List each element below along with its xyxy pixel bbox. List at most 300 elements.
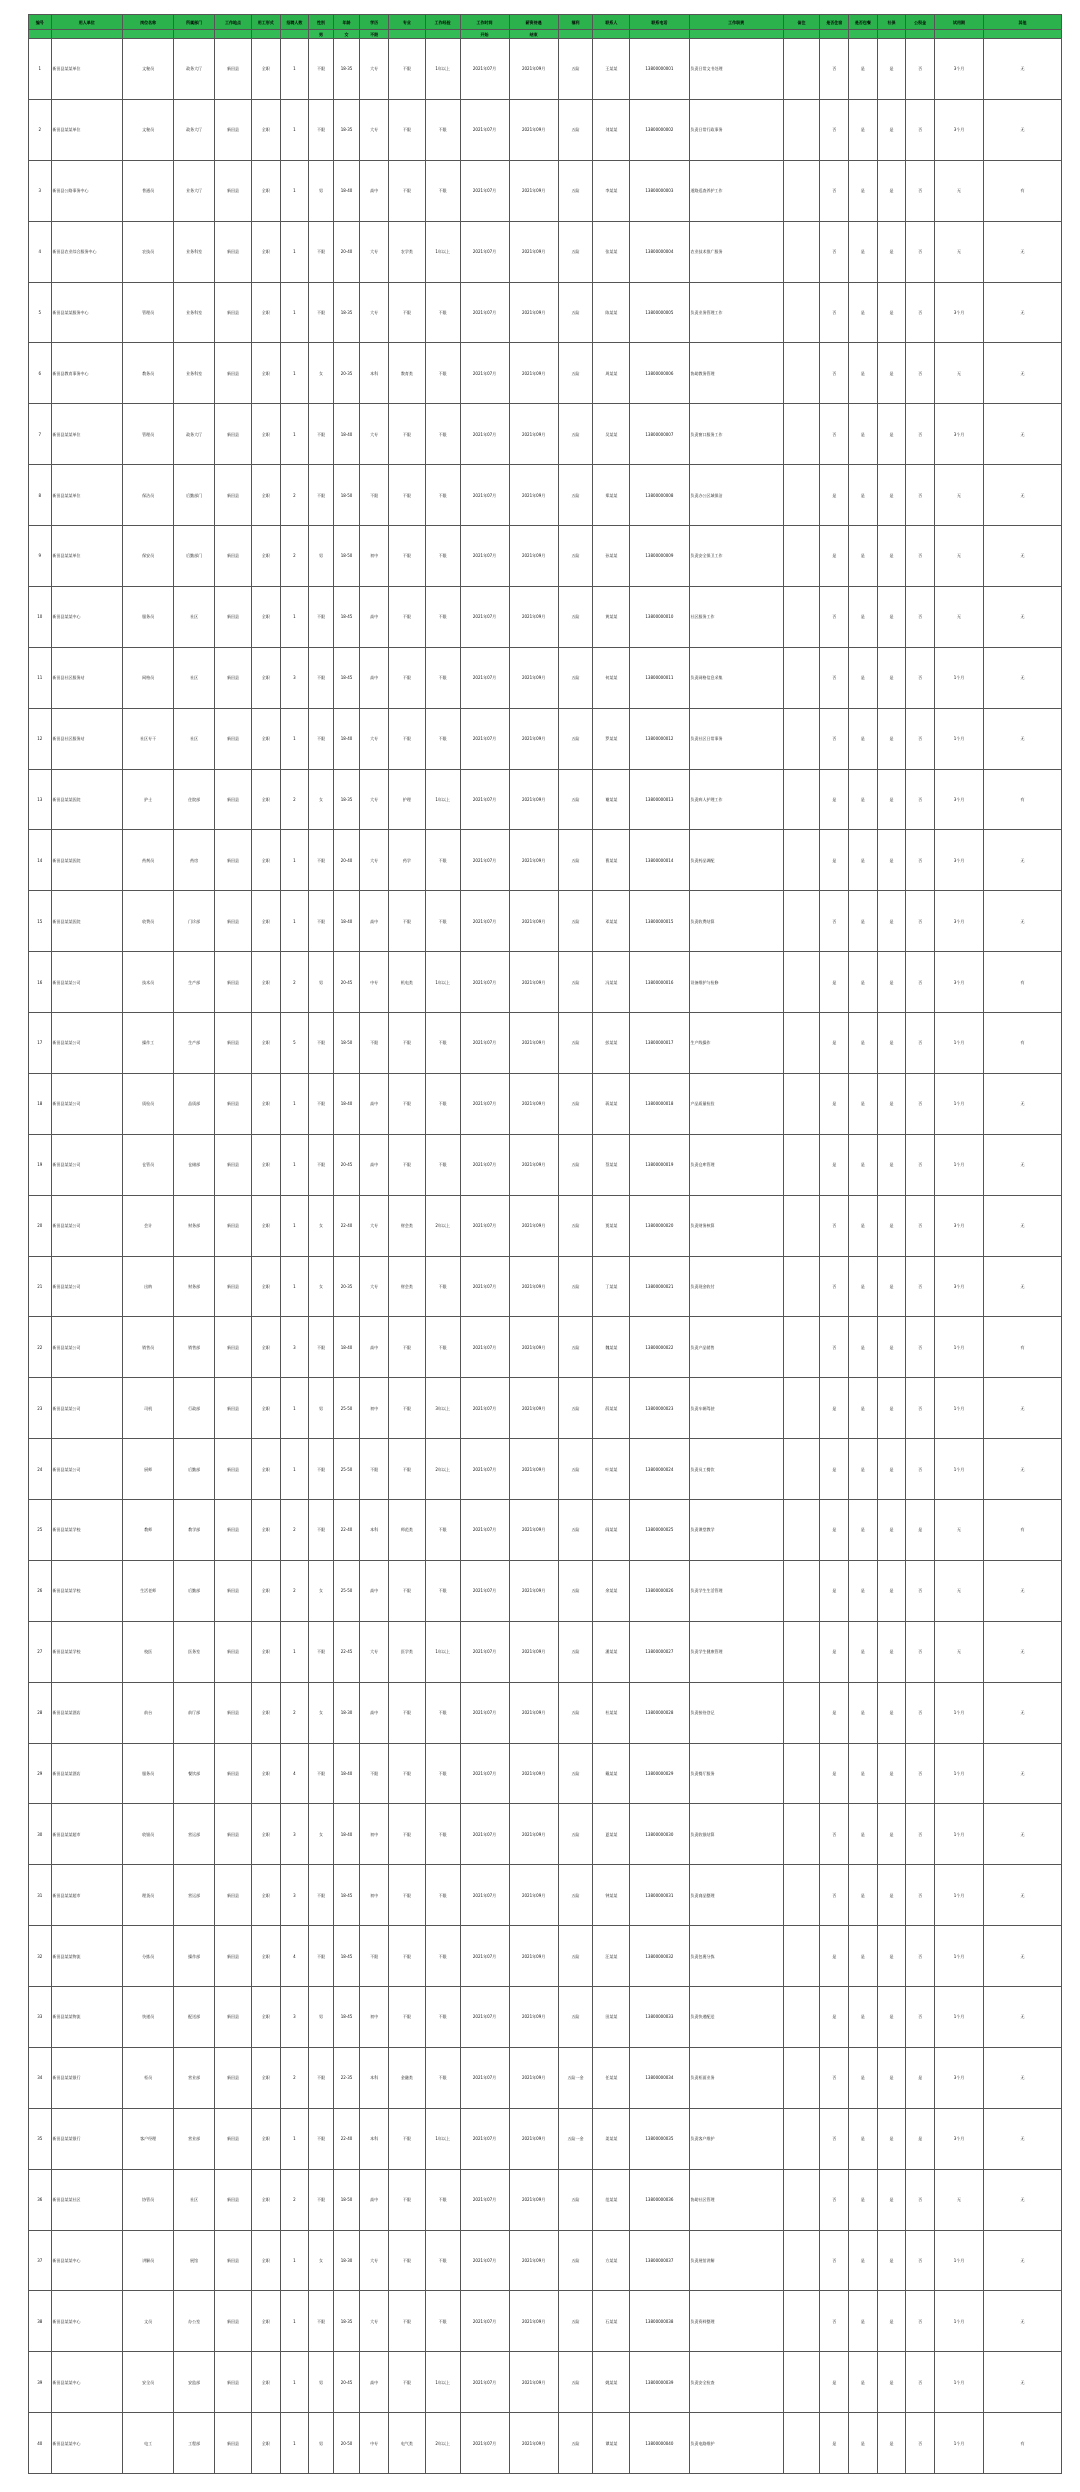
- table-cell[interactable]: 护士: [123, 769, 174, 830]
- table-cell[interactable]: 13800000031: [630, 1865, 689, 1926]
- table-cell[interactable]: 技术员: [123, 952, 174, 1013]
- table-cell[interactable]: 不限: [388, 1987, 425, 2048]
- table-cell[interactable]: 是: [906, 1500, 935, 1561]
- table-cell[interactable]: 新田县教育事务中心: [51, 343, 123, 404]
- table-cell[interactable]: 新田县: [215, 1013, 252, 1074]
- table-cell[interactable]: 是: [877, 769, 906, 830]
- table-cell[interactable]: 是: [877, 1987, 906, 2048]
- table-cell[interactable]: 1年以上: [425, 2108, 460, 2169]
- table-cell[interactable]: 否: [906, 465, 935, 526]
- table-cell[interactable]: 新田县: [215, 1073, 252, 1134]
- table-cell[interactable]: 35: [29, 2108, 52, 2169]
- table-cell[interactable]: 2021年07月: [460, 1195, 509, 1256]
- table-cell[interactable]: 不限: [388, 1013, 425, 1074]
- table-cell[interactable]: 新田县: [215, 1621, 252, 1682]
- table-cell[interactable]: 20: [29, 1195, 52, 1256]
- table-cell[interactable]: 13800000015: [630, 891, 689, 952]
- table-row[interactable]: [29, 1743, 1062, 1804]
- table-cell[interactable]: 新田县: [215, 99, 252, 160]
- table-cell[interactable]: 五险: [558, 708, 593, 769]
- table-cell[interactable]: 31: [29, 1865, 52, 1926]
- table-cell[interactable]: 40: [29, 2413, 52, 2474]
- table-cell[interactable]: 文员: [123, 2291, 174, 2352]
- table-cell[interactable]: 负责产品销售: [689, 1317, 783, 1378]
- table-cell[interactable]: 否: [906, 1682, 935, 1743]
- table-cell[interactable]: 3个月: [934, 282, 983, 343]
- table-cell[interactable]: 是: [849, 1743, 878, 1804]
- table-cell[interactable]: 无: [984, 99, 1062, 160]
- table-cell[interactable]: 机电类: [388, 952, 425, 1013]
- table-cell[interactable]: 收费员: [123, 891, 174, 952]
- table-cell[interactable]: 全职: [251, 1865, 280, 1926]
- table-cell[interactable]: 新田县某某学校: [51, 1500, 123, 1561]
- table-cell[interactable]: 本科: [360, 1500, 389, 1561]
- table-cell[interactable]: 大专: [360, 221, 389, 282]
- table-cell[interactable]: 曹某某: [593, 830, 630, 891]
- table-cell[interactable]: 新田县某某中心: [51, 2230, 123, 2291]
- table-cell[interactable]: [783, 830, 820, 891]
- table-cell[interactable]: 不限: [360, 465, 389, 526]
- table-row[interactable]: [29, 2047, 1062, 2108]
- table-cell[interactable]: 16: [29, 952, 52, 1013]
- table-cell[interactable]: 1个月: [934, 1317, 983, 1378]
- table-cell[interactable]: 收银员: [123, 1804, 174, 1865]
- table-cell[interactable]: 无: [984, 2047, 1062, 2108]
- table-cell[interactable]: 是: [849, 1682, 878, 1743]
- table-cell[interactable]: 13800000023: [630, 1378, 689, 1439]
- table-cell[interactable]: 无: [984, 1743, 1062, 1804]
- table-cell[interactable]: 36: [29, 2169, 52, 2230]
- table-cell[interactable]: 否: [906, 221, 935, 282]
- table-cell[interactable]: 男: [309, 526, 334, 587]
- table-cell[interactable]: 13800000006: [630, 343, 689, 404]
- table-cell[interactable]: 不限: [360, 1743, 389, 1804]
- table-cell[interactable]: 是: [906, 2108, 935, 2169]
- table-cell[interactable]: 高中: [360, 1073, 389, 1134]
- table-row[interactable]: [29, 221, 1062, 282]
- table-cell[interactable]: [783, 708, 820, 769]
- table-cell[interactable]: 不限: [388, 1317, 425, 1378]
- table-cell[interactable]: 新田县: [215, 830, 252, 891]
- table-cell[interactable]: 13800000028: [630, 1682, 689, 1743]
- table-cell[interactable]: 20-35: [333, 343, 360, 404]
- table-cell[interactable]: 不限: [388, 1682, 425, 1743]
- table-cell[interactable]: 2021年07月: [460, 1560, 509, 1621]
- table-cell[interactable]: 全职: [251, 1439, 280, 1500]
- table-cell[interactable]: 1年以上: [425, 1621, 460, 1682]
- table-cell[interactable]: 1个月: [934, 1743, 983, 1804]
- column-header[interactable]: 其他: [984, 15, 1062, 30]
- table-cell[interactable]: 高中: [360, 2352, 389, 2413]
- table-cell[interactable]: 品质部: [174, 1073, 215, 1134]
- table-cell[interactable]: 13800000017: [630, 1013, 689, 1074]
- table-cell[interactable]: 产品质量检验: [689, 1073, 783, 1134]
- table-cell[interactable]: 是: [877, 586, 906, 647]
- table-row[interactable]: [29, 830, 1062, 891]
- table-cell[interactable]: 新田县社区服务站: [51, 647, 123, 708]
- table-cell[interactable]: 是: [820, 1013, 849, 1074]
- table-cell[interactable]: 新田县: [215, 2352, 252, 2413]
- table-cell[interactable]: 2021年07月: [460, 1682, 509, 1743]
- table-cell[interactable]: 无: [984, 1439, 1062, 1500]
- table-cell[interactable]: 2021年09月: [509, 1073, 558, 1134]
- table-cell[interactable]: 全职: [251, 282, 280, 343]
- table-cell[interactable]: 18-40: [333, 160, 360, 221]
- table-cell[interactable]: 全职: [251, 1195, 280, 1256]
- table-cell[interactable]: 新田县: [215, 2291, 252, 2352]
- table-cell[interactable]: 无: [934, 465, 983, 526]
- table-cell[interactable]: 是: [849, 1926, 878, 1987]
- table-cell[interactable]: [783, 2230, 820, 2291]
- table-row[interactable]: [29, 2291, 1062, 2352]
- table-cell[interactable]: 夏某某: [593, 1804, 630, 1865]
- table-cell[interactable]: 17: [29, 1013, 52, 1074]
- table-cell[interactable]: 新田县: [215, 1682, 252, 1743]
- table-cell[interactable]: 不限: [388, 647, 425, 708]
- table-cell[interactable]: 是: [820, 526, 849, 587]
- table-cell[interactable]: 2021年09月: [509, 1743, 558, 1804]
- table-cell[interactable]: 否: [906, 1195, 935, 1256]
- table-cell[interactable]: 罗某某: [593, 708, 630, 769]
- table-cell[interactable]: 2021年07月: [460, 1013, 509, 1074]
- table-cell[interactable]: 2021年07月: [460, 1500, 509, 1561]
- table-cell[interactable]: 后勤部: [174, 1560, 215, 1621]
- table-cell[interactable]: 无: [984, 1073, 1062, 1134]
- table-cell[interactable]: 2021年09月: [509, 2352, 558, 2413]
- table-cell[interactable]: 负责包裹分拣: [689, 1926, 783, 1987]
- table-cell[interactable]: 周某某: [593, 343, 630, 404]
- table-cell[interactable]: 何某某: [593, 647, 630, 708]
- table-cell[interactable]: 五险: [558, 160, 593, 221]
- table-cell[interactable]: 医学类: [388, 1621, 425, 1682]
- table-cell[interactable]: 2021年09月: [509, 1865, 558, 1926]
- table-cell[interactable]: 4: [29, 221, 52, 282]
- table-cell[interactable]: 负责学生生活管理: [689, 1560, 783, 1621]
- table-cell[interactable]: 是: [877, 282, 906, 343]
- table-cell[interactable]: 是: [877, 1621, 906, 1682]
- table-cell[interactable]: 分拣员: [123, 1926, 174, 1987]
- table-cell[interactable]: 1: [280, 404, 309, 465]
- table-cell[interactable]: 负责客户维护: [689, 2108, 783, 2169]
- table-cell[interactable]: 不限: [425, 1134, 460, 1195]
- table-cell[interactable]: 负责办公区域保洁: [689, 465, 783, 526]
- table-cell[interactable]: 陈某某: [593, 282, 630, 343]
- table-cell[interactable]: 餐饮部: [174, 1743, 215, 1804]
- table-cell[interactable]: 五险: [558, 1743, 593, 1804]
- table-cell[interactable]: 18-50: [333, 526, 360, 587]
- table-row[interactable]: [29, 708, 1062, 769]
- table-cell[interactable]: 是: [820, 465, 849, 526]
- table-cell[interactable]: 是: [877, 1865, 906, 1926]
- table-cell[interactable]: 协助教务管理: [689, 343, 783, 404]
- table-cell[interactable]: 否: [906, 891, 935, 952]
- table-cell[interactable]: 不限: [309, 1073, 334, 1134]
- table-cell[interactable]: [783, 1013, 820, 1074]
- table-cell[interactable]: 本科: [360, 343, 389, 404]
- table-cell[interactable]: 3: [280, 1865, 309, 1926]
- table-cell[interactable]: 1个月: [934, 708, 983, 769]
- table-cell[interactable]: 不限: [388, 1560, 425, 1621]
- column-header[interactable]: 性别: [309, 15, 334, 30]
- table-cell[interactable]: 是: [849, 1195, 878, 1256]
- table-cell[interactable]: 杜某某: [593, 1682, 630, 1743]
- table-cell[interactable]: 2021年07月: [460, 160, 509, 221]
- table-cell[interactable]: 2021年07月: [460, 1439, 509, 1500]
- table-cell[interactable]: 负责业务管理工作: [689, 282, 783, 343]
- table-cell[interactable]: [783, 769, 820, 830]
- table-cell[interactable]: 不限: [425, 1865, 460, 1926]
- table-cell[interactable]: 18-35: [333, 2291, 360, 2352]
- table-cell[interactable]: 18-40: [333, 404, 360, 465]
- table-cell[interactable]: 男: [309, 160, 334, 221]
- table-row[interactable]: [29, 404, 1062, 465]
- table-cell[interactable]: 负责展馆讲解: [689, 2230, 783, 2291]
- table-cell[interactable]: 新田县某某中心: [51, 2413, 123, 2474]
- table-row[interactable]: [29, 1621, 1062, 1682]
- table-row[interactable]: [29, 2108, 1062, 2169]
- table-cell[interactable]: 社区: [174, 647, 215, 708]
- table-cell[interactable]: 五险: [558, 404, 593, 465]
- table-cell[interactable]: 2021年07月: [460, 282, 509, 343]
- table-cell[interactable]: 高中: [360, 1682, 389, 1743]
- table-cell[interactable]: 18-35: [333, 769, 360, 830]
- table-cell[interactable]: [783, 1073, 820, 1134]
- table-row[interactable]: [29, 2169, 1062, 2230]
- table-cell[interactable]: 否: [906, 647, 935, 708]
- table-cell[interactable]: 贾某某: [593, 1195, 630, 1256]
- table-cell[interactable]: 男: [309, 1378, 334, 1439]
- table-cell[interactable]: 新田县: [215, 1804, 252, 1865]
- table-cell[interactable]: 否: [906, 160, 935, 221]
- table-cell[interactable]: 1个月: [934, 2291, 983, 2352]
- table-cell[interactable]: 政务大厅: [174, 39, 215, 100]
- table-cell[interactable]: 女: [309, 769, 334, 830]
- table-cell[interactable]: 新田县某某公司: [51, 952, 123, 1013]
- table-cell[interactable]: [783, 2413, 820, 2474]
- table-cell[interactable]: 1: [280, 1134, 309, 1195]
- table-cell[interactable]: 五险: [558, 586, 593, 647]
- table-cell[interactable]: 高中: [360, 160, 389, 221]
- table-cell[interactable]: 不限: [425, 404, 460, 465]
- table-row[interactable]: [29, 1134, 1062, 1195]
- column-header[interactable]: 专业: [388, 15, 425, 30]
- table-cell[interactable]: 3: [29, 160, 52, 221]
- table-cell[interactable]: 全职: [251, 586, 280, 647]
- table-cell[interactable]: 否: [906, 1134, 935, 1195]
- table-cell[interactable]: 2021年09月: [509, 586, 558, 647]
- table-cell[interactable]: 新田县: [215, 2230, 252, 2291]
- table-cell[interactable]: 安全员: [123, 2352, 174, 2413]
- table-cell[interactable]: 8: [29, 465, 52, 526]
- table-cell[interactable]: 不限: [425, 282, 460, 343]
- table-cell[interactable]: 是: [877, 2352, 906, 2413]
- table-cell[interactable]: 13800000008: [630, 465, 689, 526]
- table-cell[interactable]: 不限: [425, 343, 460, 404]
- table-cell[interactable]: 新田县: [215, 1256, 252, 1317]
- table-cell[interactable]: 办公室: [174, 2291, 215, 2352]
- column-header[interactable]: 工作职责: [689, 15, 783, 30]
- table-cell[interactable]: 五险: [558, 1378, 593, 1439]
- table-cell[interactable]: 否: [820, 1256, 849, 1317]
- table-cell[interactable]: 女: [309, 2230, 334, 2291]
- table-cell[interactable]: 4: [280, 1926, 309, 1987]
- table-cell[interactable]: 是: [849, 2047, 878, 2108]
- table-cell[interactable]: 13800000002: [630, 99, 689, 160]
- table-cell[interactable]: 有: [984, 1317, 1062, 1378]
- table-cell[interactable]: 负责收费结算: [689, 891, 783, 952]
- table-cell[interactable]: [783, 1134, 820, 1195]
- table-cell[interactable]: 初中: [360, 1804, 389, 1865]
- table-cell[interactable]: 1个月: [934, 2352, 983, 2413]
- table-cell[interactable]: 不限: [309, 1134, 334, 1195]
- table-cell[interactable]: 1年以上: [425, 952, 460, 1013]
- table-cell[interactable]: 25-50: [333, 1439, 360, 1500]
- table-cell[interactable]: 负责收银结算: [689, 1804, 783, 1865]
- table-cell[interactable]: 电工: [123, 2413, 174, 2474]
- table-row[interactable]: [29, 1500, 1062, 1561]
- table-cell[interactable]: 蒋某某: [593, 1073, 630, 1134]
- table-cell[interactable]: 余某某: [593, 1560, 630, 1621]
- table-cell[interactable]: 不限: [360, 1013, 389, 1074]
- table-cell[interactable]: 五险: [558, 1560, 593, 1621]
- table-cell[interactable]: [783, 1865, 820, 1926]
- table-cell[interactable]: 22-40: [333, 1500, 360, 1561]
- table-cell[interactable]: 13800000020: [630, 1195, 689, 1256]
- table-cell[interactable]: 服务员: [123, 586, 174, 647]
- table-cell[interactable]: 新田县: [215, 952, 252, 1013]
- table-cell[interactable]: 22: [29, 1317, 52, 1378]
- table-cell[interactable]: 不限: [425, 1682, 460, 1743]
- table-cell[interactable]: 否: [906, 282, 935, 343]
- table-cell[interactable]: 2: [280, 465, 309, 526]
- table-cell[interactable]: 无: [984, 343, 1062, 404]
- table-cell[interactable]: 2021年09月: [509, 39, 558, 100]
- table-cell[interactable]: 吴某某: [593, 404, 630, 465]
- table-row[interactable]: [29, 1439, 1062, 1500]
- table-cell[interactable]: 是: [849, 2108, 878, 2169]
- table-cell[interactable]: 13800000001: [630, 39, 689, 100]
- table-row[interactable]: [29, 282, 1062, 343]
- table-cell[interactable]: 否: [906, 2291, 935, 2352]
- table-cell[interactable]: 2021年07月: [460, 404, 509, 465]
- table-cell[interactable]: 大专: [360, 99, 389, 160]
- table-cell[interactable]: 不限: [309, 1317, 334, 1378]
- table-cell[interactable]: 新田县: [215, 282, 252, 343]
- table-cell[interactable]: 全职: [251, 1134, 280, 1195]
- table-cell[interactable]: 1: [280, 1378, 309, 1439]
- table-cell[interactable]: 全职: [251, 1621, 280, 1682]
- table-cell[interactable]: 新田县某某单位: [51, 404, 123, 465]
- table-cell[interactable]: 营业部: [174, 2108, 215, 2169]
- table-cell[interactable]: 业务科室: [174, 343, 215, 404]
- table-cell[interactable]: 18-50: [333, 1013, 360, 1074]
- table-cell[interactable]: [783, 282, 820, 343]
- table-cell[interactable]: 五险: [558, 647, 593, 708]
- table-cell[interactable]: 2021年07月: [460, 1073, 509, 1134]
- table-cell[interactable]: 新田县: [215, 404, 252, 465]
- table-cell[interactable]: 不限: [309, 282, 334, 343]
- column-header[interactable]: 是否住宿: [820, 15, 849, 30]
- table-cell[interactable]: 不限: [388, 891, 425, 952]
- table-cell[interactable]: 否: [820, 282, 849, 343]
- table-cell[interactable]: 是: [877, 526, 906, 587]
- table-cell[interactable]: 不限: [309, 830, 334, 891]
- table-cell[interactable]: 20-40: [333, 221, 360, 282]
- table-cell[interactable]: 是: [849, 282, 878, 343]
- table-cell[interactable]: 是: [877, 465, 906, 526]
- table-cell[interactable]: 谢某某: [593, 769, 630, 830]
- table-cell[interactable]: 有: [984, 1013, 1062, 1074]
- table-cell[interactable]: 初中: [360, 526, 389, 587]
- table-cell[interactable]: 5: [280, 1013, 309, 1074]
- table-cell[interactable]: 不限: [309, 2047, 334, 2108]
- table-cell[interactable]: 13800000033: [630, 1987, 689, 2048]
- table-cell[interactable]: 2021年07月: [460, 39, 509, 100]
- table-cell[interactable]: 无: [984, 2230, 1062, 2291]
- table-cell[interactable]: 18-30: [333, 1682, 360, 1743]
- table-cell[interactable]: 是: [877, 1195, 906, 1256]
- table-cell[interactable]: 是: [877, 1926, 906, 1987]
- table-cell[interactable]: 不限: [425, 1560, 460, 1621]
- table-cell[interactable]: 否: [906, 1256, 935, 1317]
- table-cell[interactable]: 2: [280, 769, 309, 830]
- table-cell[interactable]: 13800000011: [630, 647, 689, 708]
- table-cell[interactable]: 否: [820, 1317, 849, 1378]
- table-cell[interactable]: 管理员: [123, 404, 174, 465]
- table-cell[interactable]: 1: [280, 1621, 309, 1682]
- table-cell[interactable]: 3个月: [934, 2108, 983, 2169]
- table-cell[interactable]: 2: [29, 99, 52, 160]
- table-cell[interactable]: 新田县: [215, 1865, 252, 1926]
- column-header[interactable]: 所属部门: [174, 15, 215, 30]
- table-cell[interactable]: 仓储部: [174, 1134, 215, 1195]
- table-cell[interactable]: 18-45: [333, 1926, 360, 1987]
- table-cell[interactable]: 1个月: [934, 647, 983, 708]
- table-cell[interactable]: 2021年09月: [509, 2047, 558, 2108]
- table-cell[interactable]: 13800000026: [630, 1560, 689, 1621]
- table-cell[interactable]: 不限: [425, 465, 460, 526]
- table-cell[interactable]: 2021年07月: [460, 1865, 509, 1926]
- table-cell[interactable]: 39: [29, 2352, 52, 2413]
- column-header[interactable]: 工作地点: [215, 15, 252, 30]
- table-cell[interactable]: 23: [29, 1378, 52, 1439]
- table-cell[interactable]: 新田县某某酒店: [51, 1682, 123, 1743]
- table-row[interactable]: [29, 769, 1062, 830]
- table-cell[interactable]: 叶某某: [593, 1439, 630, 1500]
- table-cell[interactable]: 新田县: [215, 769, 252, 830]
- table-cell[interactable]: 大专: [360, 1195, 389, 1256]
- column-header[interactable]: 岗位名称: [123, 15, 174, 30]
- table-cell[interactable]: 行政部: [174, 1378, 215, 1439]
- table-cell[interactable]: 24: [29, 1439, 52, 1500]
- table-cell[interactable]: 1: [280, 2108, 309, 2169]
- table-cell[interactable]: [783, 2169, 820, 2230]
- table-cell[interactable]: 13800000012: [630, 708, 689, 769]
- table-cell[interactable]: 不限: [309, 1500, 334, 1561]
- table-cell[interactable]: 2021年07月: [460, 1743, 509, 1804]
- table-cell[interactable]: 高中: [360, 647, 389, 708]
- table-cell[interactable]: 1个月: [934, 1439, 983, 1500]
- table-cell[interactable]: [783, 1439, 820, 1500]
- table-cell[interactable]: 3: [280, 1804, 309, 1865]
- table-cell[interactable]: 男: [309, 952, 334, 1013]
- table-cell[interactable]: 2021年07月: [460, 1378, 509, 1439]
- table-cell[interactable]: 是: [820, 1500, 849, 1561]
- table-cell[interactable]: 否: [906, 830, 935, 891]
- table-cell[interactable]: 否: [906, 769, 935, 830]
- table-cell[interactable]: 后勤部门: [174, 526, 215, 587]
- table-cell[interactable]: 否: [906, 1073, 935, 1134]
